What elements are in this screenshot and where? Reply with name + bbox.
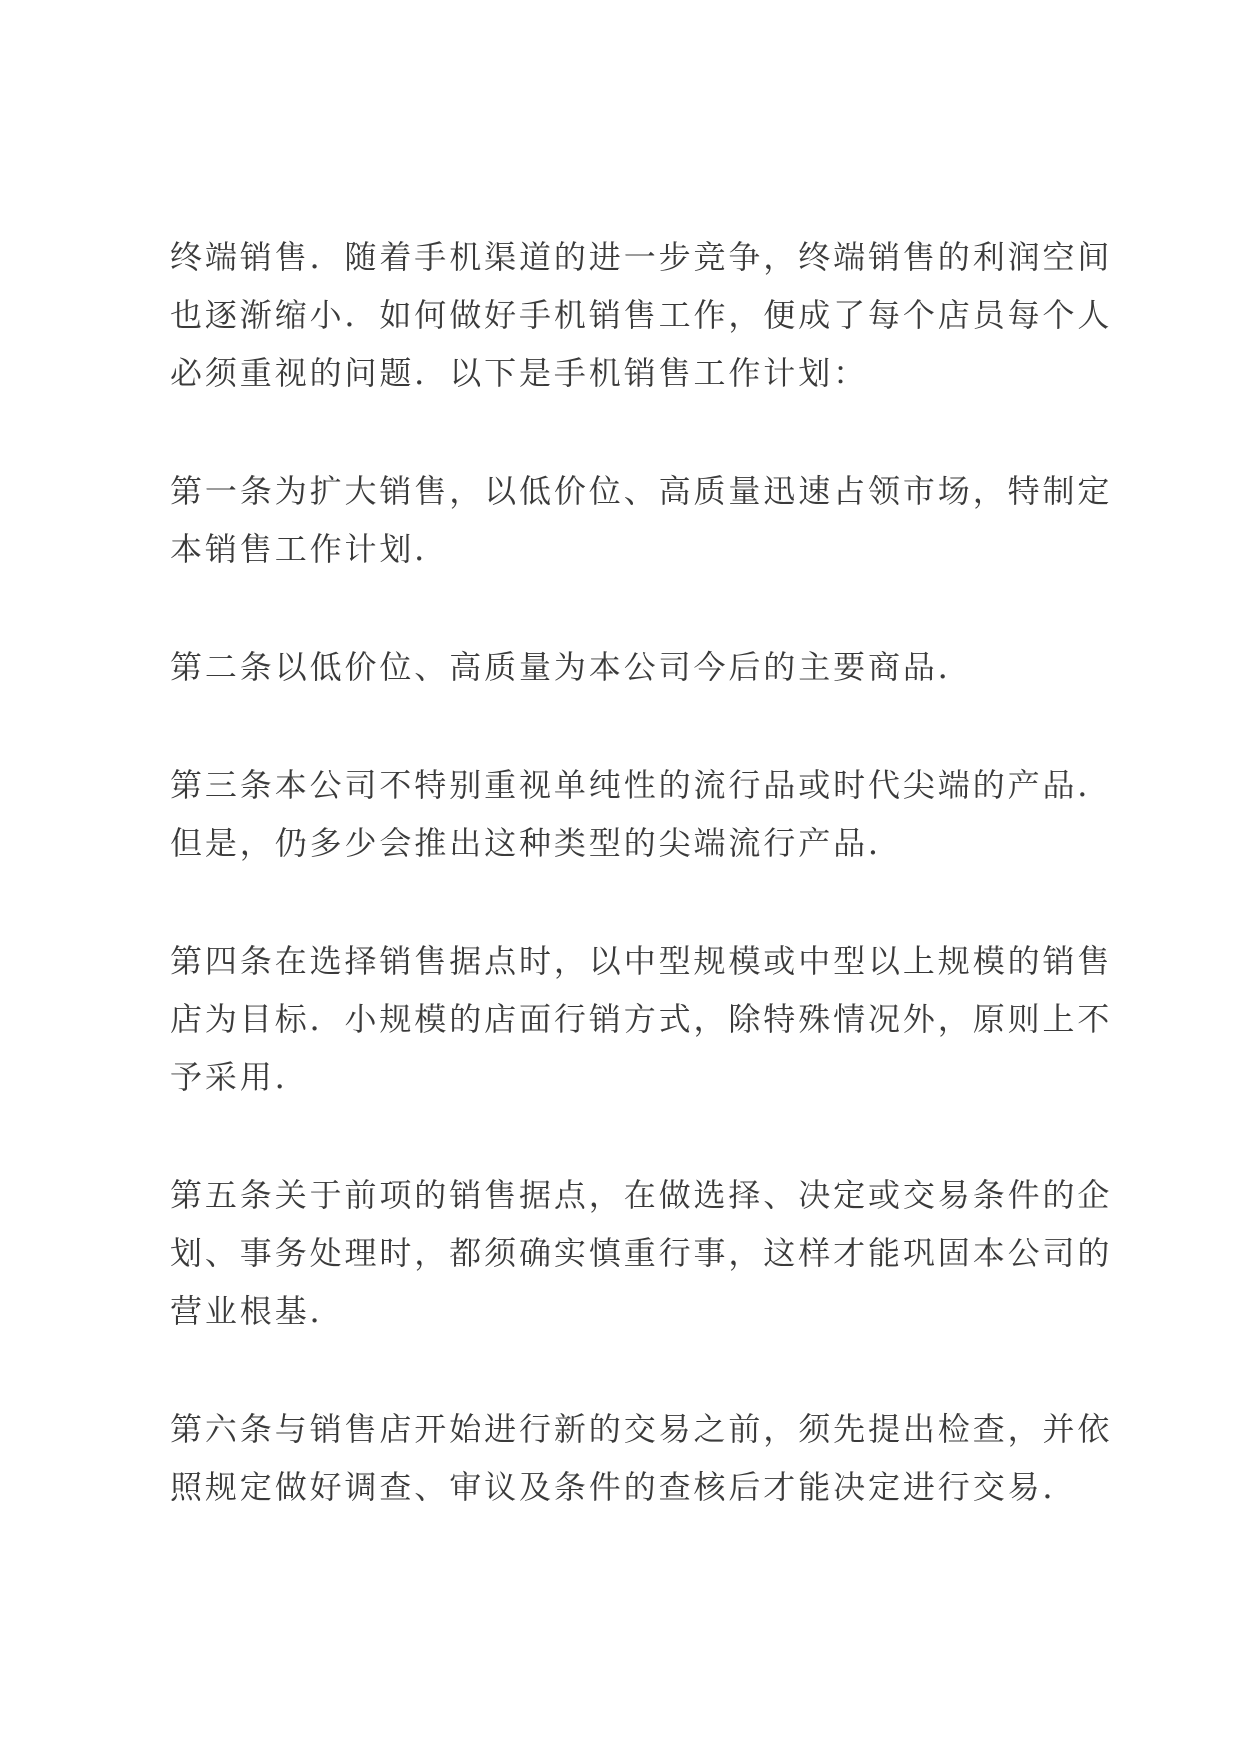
text-line: 营业根基． bbox=[170, 1292, 345, 1330]
text-line: 本销售工作计划． bbox=[170, 530, 450, 568]
document-body bbox=[170, 228, 1113, 1516]
paragraph-spacer bbox=[170, 578, 1076, 638]
paragraph-article-5 bbox=[170, 1166, 1113, 1340]
paragraph-spacer bbox=[170, 402, 1076, 462]
text-line: 但是，仍多少会推出这种类型的尖端流行产品． bbox=[170, 824, 903, 862]
text-line: 终端销售．随着手机渠道的进一步竞争，终端销售的利润空间 bbox=[170, 238, 1113, 276]
paragraph-article-3 bbox=[170, 756, 1113, 872]
text-line: 予采用． bbox=[170, 1058, 310, 1096]
text-line: 照规定做好调查、审议及条件的查核后才能决定进行交易． bbox=[170, 1468, 1078, 1506]
paragraph-spacer bbox=[170, 1106, 1076, 1166]
text-line: 划、事务处理时，都须确实慎重行事，这样才能巩固本公司的 bbox=[170, 1234, 1113, 1272]
paragraph-article-1 bbox=[170, 462, 1113, 578]
paragraph-spacer bbox=[170, 696, 1076, 756]
text-line: 也逐渐缩小．如何做好手机销售工作，便成了每个店员每个人 bbox=[170, 296, 1113, 334]
text-line: 店为目标．小规模的店面行销方式，除特殊情况外，原则上不 bbox=[170, 1000, 1113, 1038]
text-line: 第三条本公司不特别重视单纯性的流行品或时代尖端的产品． bbox=[170, 766, 1113, 804]
paragraph-spacer bbox=[170, 872, 1076, 932]
text-line: 第五条关于前项的销售据点，在做选择、决定或交易条件的企 bbox=[170, 1176, 1113, 1214]
paragraph-article-2 bbox=[170, 638, 1076, 696]
text-line: 第二条以低价位、高质量为本公司今后的主要商品． bbox=[170, 648, 973, 686]
text-line: 第四条在选择销售据点时，以中型规模或中型以上规模的销售 bbox=[170, 942, 1113, 980]
paragraph-article-4 bbox=[170, 932, 1113, 1106]
paragraph-intro bbox=[170, 228, 1113, 402]
text-line: 第一条为扩大销售，以低价位、高质量迅速占领市场，特制定 bbox=[170, 472, 1113, 510]
paragraph-spacer bbox=[170, 1340, 1076, 1400]
text-line: 第六条与销售店开始进行新的交易之前，须先提出检查，并依 bbox=[170, 1410, 1113, 1448]
paragraph-article-6 bbox=[170, 1400, 1113, 1516]
text-line: 必须重视的问题．以下是手机销售工作计划： bbox=[170, 354, 869, 392]
